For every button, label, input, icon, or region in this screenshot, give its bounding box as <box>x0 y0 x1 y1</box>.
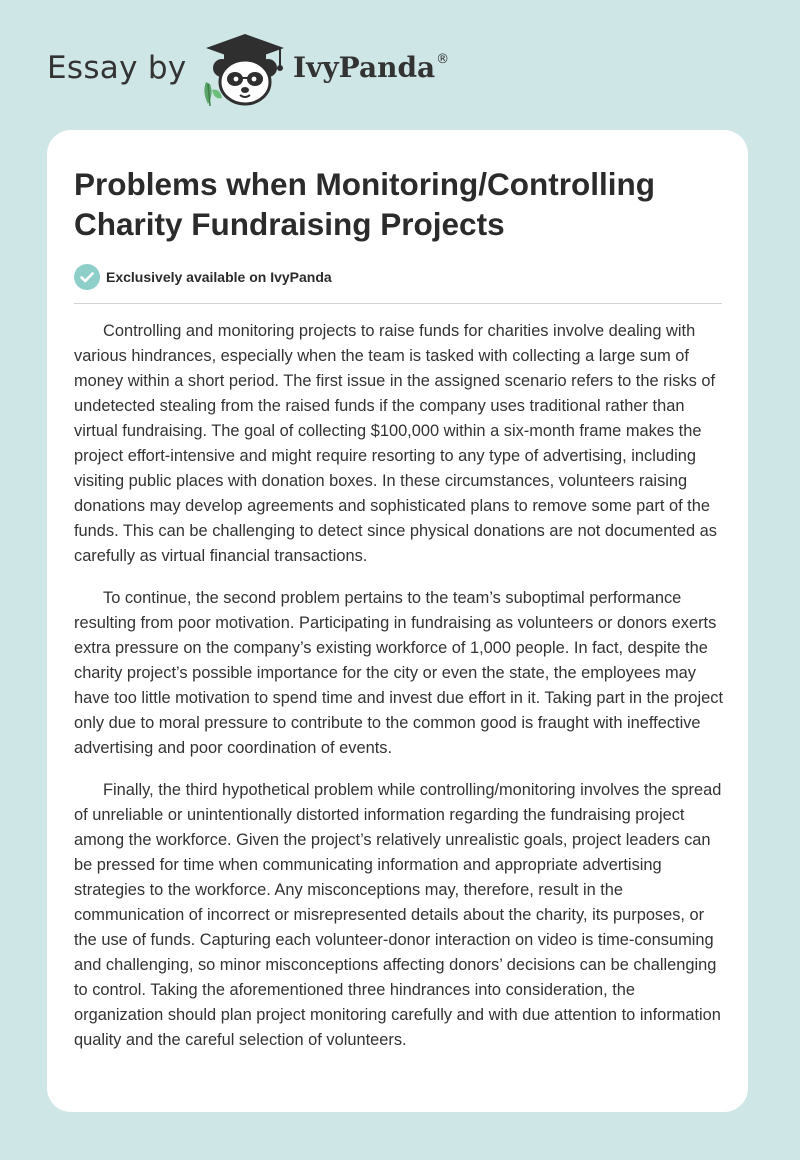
exclusive-badge-text: Exclusively available on IvyPanda <box>106 269 332 285</box>
exclusive-badge <box>74 264 332 290</box>
registered-mark: ® <box>436 51 450 67</box>
title-divider <box>74 303 722 304</box>
essay-body <box>74 319 724 1070</box>
brand-name[interactable] <box>293 51 449 84</box>
paragraph: Controlling and monitoring projects to raise funds for charities involve dealing with various hindrances, especially when the team is tasked with collecting a large sum of money within a short period. The first issue in the assigned scenario refers to the risks of undetected stealing from the raised funds if the company uses traditional rather than virtual fundraising. The goal of collecting $100,000 within a six-month frame makes the project effort-intensive and might require resorting to any type of advertising, including visiting public places with donation boxes. In these circumstances, volunteers raising donations may develop agreements and sophisticated plans to remove some part of the funds. This can be challenging to detect since physical donations are not documented as carefully as virtual financial transactions. <box>74 322 717 565</box>
site-header <box>47 28 547 108</box>
paragraph: Finally, the third hypothetical problem while controlling/monitoring involves the spread of unreliable or unintentionally distorted information regarding the fundraising project among the workforce. Given the project’s relatively unrealistic goals, project leaders can be pressed for time when communicating information and appropriate advertising strategies to the workforce. Any misconceptions may, therefore, result in the communication of incorrect or misrepresented details about the charity, its purposes, or the use of funds. Capturing each volunteer-donor interaction on video is time-consuming and challenging, so minor misconceptions affecting donors’ decisions can be challenging to control. Taking the aforementioned three hindrances into consideration, the organization should plan project monitoring carefully and with due attention to information quality and the careful selection of volunteers. <box>74 781 722 1049</box>
panda-graduate-logo-icon[interactable] <box>200 32 290 108</box>
check-circle-icon <box>74 264 100 290</box>
essay-by-label: Essay by <box>47 50 187 86</box>
paragraph: To continue, the second problem pertains to the team’s suboptimal performance resulting from poor motivation. Participating in fundraising as volunteers or donors exerts extra pressure on the company’s existing workforce of 1,000 people. In fact, despite the charity project’s possible importance for the city or even the state, the employees may have too little motivation to spend time and invest due effort in it. Taking part in the project only due to moral pressure to contribute to the common good is fraught with ineffective advertising and poor coordination of events. <box>74 589 724 757</box>
essay-card <box>47 130 748 1112</box>
brand-name-text: IvyPanda <box>293 51 436 84</box>
essay-title: Problems when Monitoring/Controlling Charity Fundraising Projects <box>74 166 655 242</box>
